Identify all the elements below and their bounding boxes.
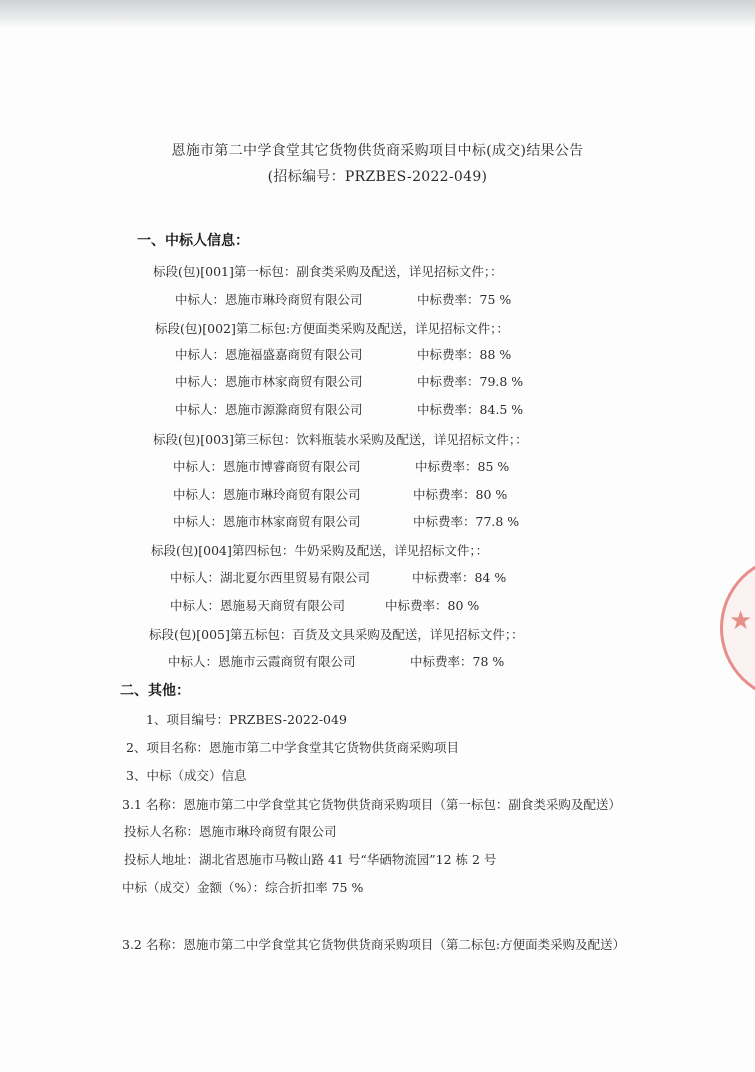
award-3-1-name-line: 3.1 名称：恩施市第二中学食堂其它货物供货商采购项目（第一标包：副食类采购及配送）: [122, 797, 621, 812]
winner-rate: 中标费率：77.8 %: [413, 514, 520, 529]
winner-name: 中标人：恩施易天商贸有限公司: [170, 598, 346, 613]
scan-top-edge: [0, 0, 755, 28]
winner-row: [175, 345, 512, 363]
winner-row: [173, 457, 510, 475]
winner-name: 中标人：恩施市林家商贸有限公司: [175, 374, 363, 389]
winner-rate: 中标费率：85 %: [415, 459, 510, 474]
section-other-heading: 二、其他：: [120, 683, 190, 699]
tender-number: (招标编号：PRZBES-2022-049): [267, 169, 488, 185]
winner-row: [175, 372, 524, 390]
winner-rate: 中标费率：84.5 %: [417, 402, 524, 417]
winner-name: 中标人：湖北夏尔西里贸易有限公司: [170, 570, 371, 585]
winner-name: 中标人：恩施福盛嘉商贸有限公司: [175, 347, 363, 362]
winner-name: 中标人：恩施市云霞商贸有限公司: [168, 654, 356, 669]
section-winners-heading: 一、中标人信息：: [137, 233, 249, 249]
seal-star-icon: ★: [729, 606, 753, 636]
package-001-label: 标段(包)[001]第一标包：副食类采购及配送，详见招标文件；：: [153, 264, 503, 279]
official-seal: [720, 555, 755, 701]
project-name-line: 2、项目名称：恩施市第二中学食堂其它货物供货商采购项目: [126, 740, 459, 755]
winner-rate: 中标费率：80 %: [413, 487, 508, 502]
package-003-label: 标段(包)[003]第三标包：饮料瓶装水采购及配送，详见招标文件；：: [153, 432, 528, 447]
winner-rate: 中标费率：79.8 %: [417, 374, 524, 389]
award-info-line: 3、中标（成交）信息: [126, 768, 247, 783]
bidder-address-line: 投标人地址：湖北省恩施市马鞍山路 41 号“华硒物流园”12 栋 2 号: [124, 852, 497, 867]
bidder-name-line: 投标人名称：恩施市琳玲商贸有限公司: [124, 824, 337, 839]
winner-rate: 中标费率：88 %: [417, 347, 512, 362]
winner-row: [175, 290, 512, 308]
project-number-line: 1、项目编号：PRZBES-2022-049: [146, 712, 347, 727]
winner-rate: 中标费率：78 %: [410, 654, 505, 669]
winner-row: [168, 652, 505, 670]
winner-row: [175, 400, 524, 418]
award-amount-line: 中标（成交）金额（%）：综合折扣率 75 %: [122, 880, 364, 895]
award-3-2-name-line: 3.2 名称：恩施市第二中学食堂其它货物供货商采购项目（第二标包:方便面类采购及配送）: [122, 937, 626, 952]
winner-name: 中标人：恩施市琳玲商贸有限公司: [175, 292, 363, 307]
winner-row: [173, 485, 508, 503]
winner-rate: 中标费率：80 %: [385, 598, 480, 613]
winner-row: [173, 512, 520, 530]
package-004-label: 标段(包)[004]第四标包：牛奶采购及配送，详见招标文件；：: [151, 543, 489, 558]
package-005-label: 标段(包)[005]第五标包：百货及文具采购及配送，详见招标文件；：: [149, 627, 524, 642]
package-002-label: 标段(包)[002]第二标包:方便面类采购及配送，详见招标文件；：: [155, 321, 509, 336]
winner-rate: 中标费率：75 %: [417, 292, 512, 307]
winner-name: 中标人：恩施市博睿商贸有限公司: [173, 459, 361, 474]
winner-row: [170, 568, 507, 586]
winner-name: 中标人：恩施市林家商贸有限公司: [173, 514, 361, 529]
winner-name: 中标人：恩施市源滁商贸有限公司: [175, 402, 363, 417]
winner-rate: 中标费率：84 %: [412, 570, 507, 585]
document-title: 恩施市第二中学食堂其它货物供货商采购项目中标(成交)结果公告: [171, 143, 584, 159]
winner-row: [170, 596, 480, 614]
winner-name: 中标人：恩施市琳玲商贸有限公司: [173, 487, 361, 502]
